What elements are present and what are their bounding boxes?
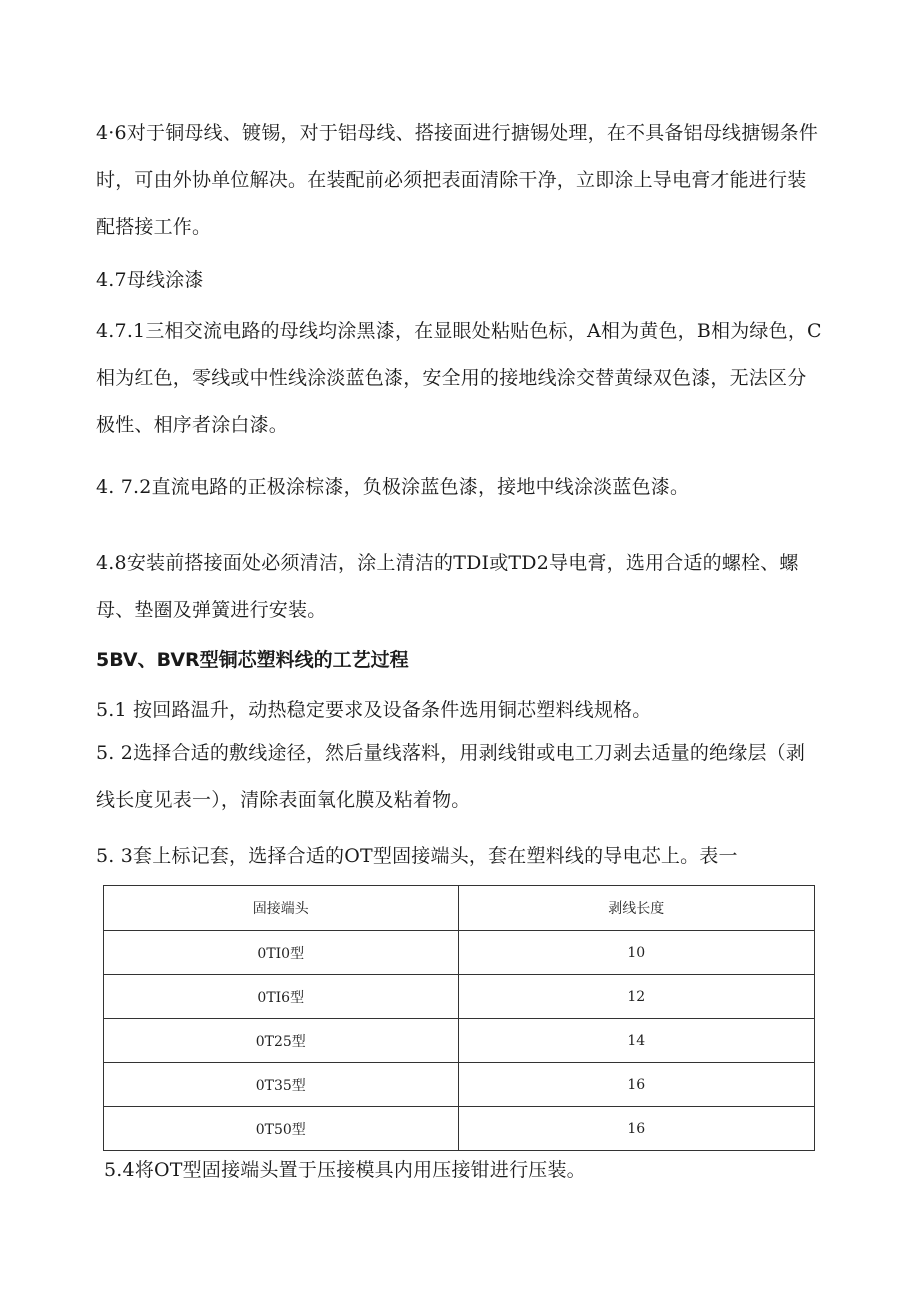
paragraph-5-4: 5.4将OT型固接端头置于压接模具内用压接钳进行压装。	[104, 1159, 586, 1181]
table-cell-length: 14	[458, 1019, 815, 1063]
table-cell-terminal: 0T35型	[104, 1063, 459, 1107]
table-cell-terminal: 0TI0型	[104, 931, 459, 975]
table-cell-terminal: 0T25型	[104, 1019, 459, 1063]
table-cell-terminal: 0T50型	[104, 1107, 459, 1151]
table-row	[104, 931, 815, 975]
paragraph-5-2: 5. 2选择合适的敷线途径，然后量线落料，用剥线钳或电工刀剥去适量的绝缘层（剥线长度见表一），清除表面氧化膜及粘着物。	[96, 742, 806, 811]
paragraph-4-7-2: 4. 7.2直流电路的正极涂棕漆，负极涂蓝色漆，接地中线涂淡蓝色漆。	[96, 476, 690, 498]
heading-4-7: 4.7母线涂漆	[96, 269, 204, 291]
table-row	[104, 1063, 815, 1107]
heading-5: 5BV、BVR型铜芯塑料线的工艺过程	[96, 649, 409, 671]
table-row	[104, 975, 815, 1019]
table-header-cell: 剥线长度	[458, 886, 815, 931]
table-cell-length: 16	[458, 1063, 815, 1107]
wire-strip-length-table	[103, 885, 815, 1151]
table-header-cell: 固接端头	[104, 886, 459, 931]
paragraph-4-7-1: 4.7.1三相交流电路的母线均涂黑漆，在显眼处粘贴色标，A相为黄色，B相为绿色，C相为红色，零线或中性线涂淡蓝色漆，安全用的接地线涂交替黄绿双色漆，无法区分极性、相序者涂白漆。	[96, 320, 822, 436]
table-row	[104, 1107, 815, 1151]
table-header-row	[104, 886, 815, 931]
table-row	[104, 1019, 815, 1063]
table-cell-length: 16	[458, 1107, 815, 1151]
paragraph-4-6: 4·6对于铜母线、镀锡，对于铝母线、搭接面进行搪锡处理，在不具备铝母线搪锡条件时，可由外协单位解决。在装配前必须把表面清除干净，立即涂上导电膏才能进行装配搭接工作。	[96, 122, 819, 238]
paragraph-5-1: 5.1 按回路温升，动热稳定要求及设备条件选用铜芯塑料线规格。	[96, 699, 652, 721]
paragraph-4-8: 4.8安装前搭接面处必须清洁，涂上清洁的TDI或TD2导电膏，选用合适的螺栓、螺母、垫圈及弹簧进行安装。	[96, 552, 799, 621]
table-cell-length: 10	[458, 931, 815, 975]
paragraph-5-3: 5. 3套上标记套，选择合适的OT型固接端头，套在塑料线的导电芯上。表一	[96, 845, 738, 867]
table-cell-terminal: 0TI6型	[104, 975, 459, 1019]
table-cell-length: 12	[458, 975, 815, 1019]
